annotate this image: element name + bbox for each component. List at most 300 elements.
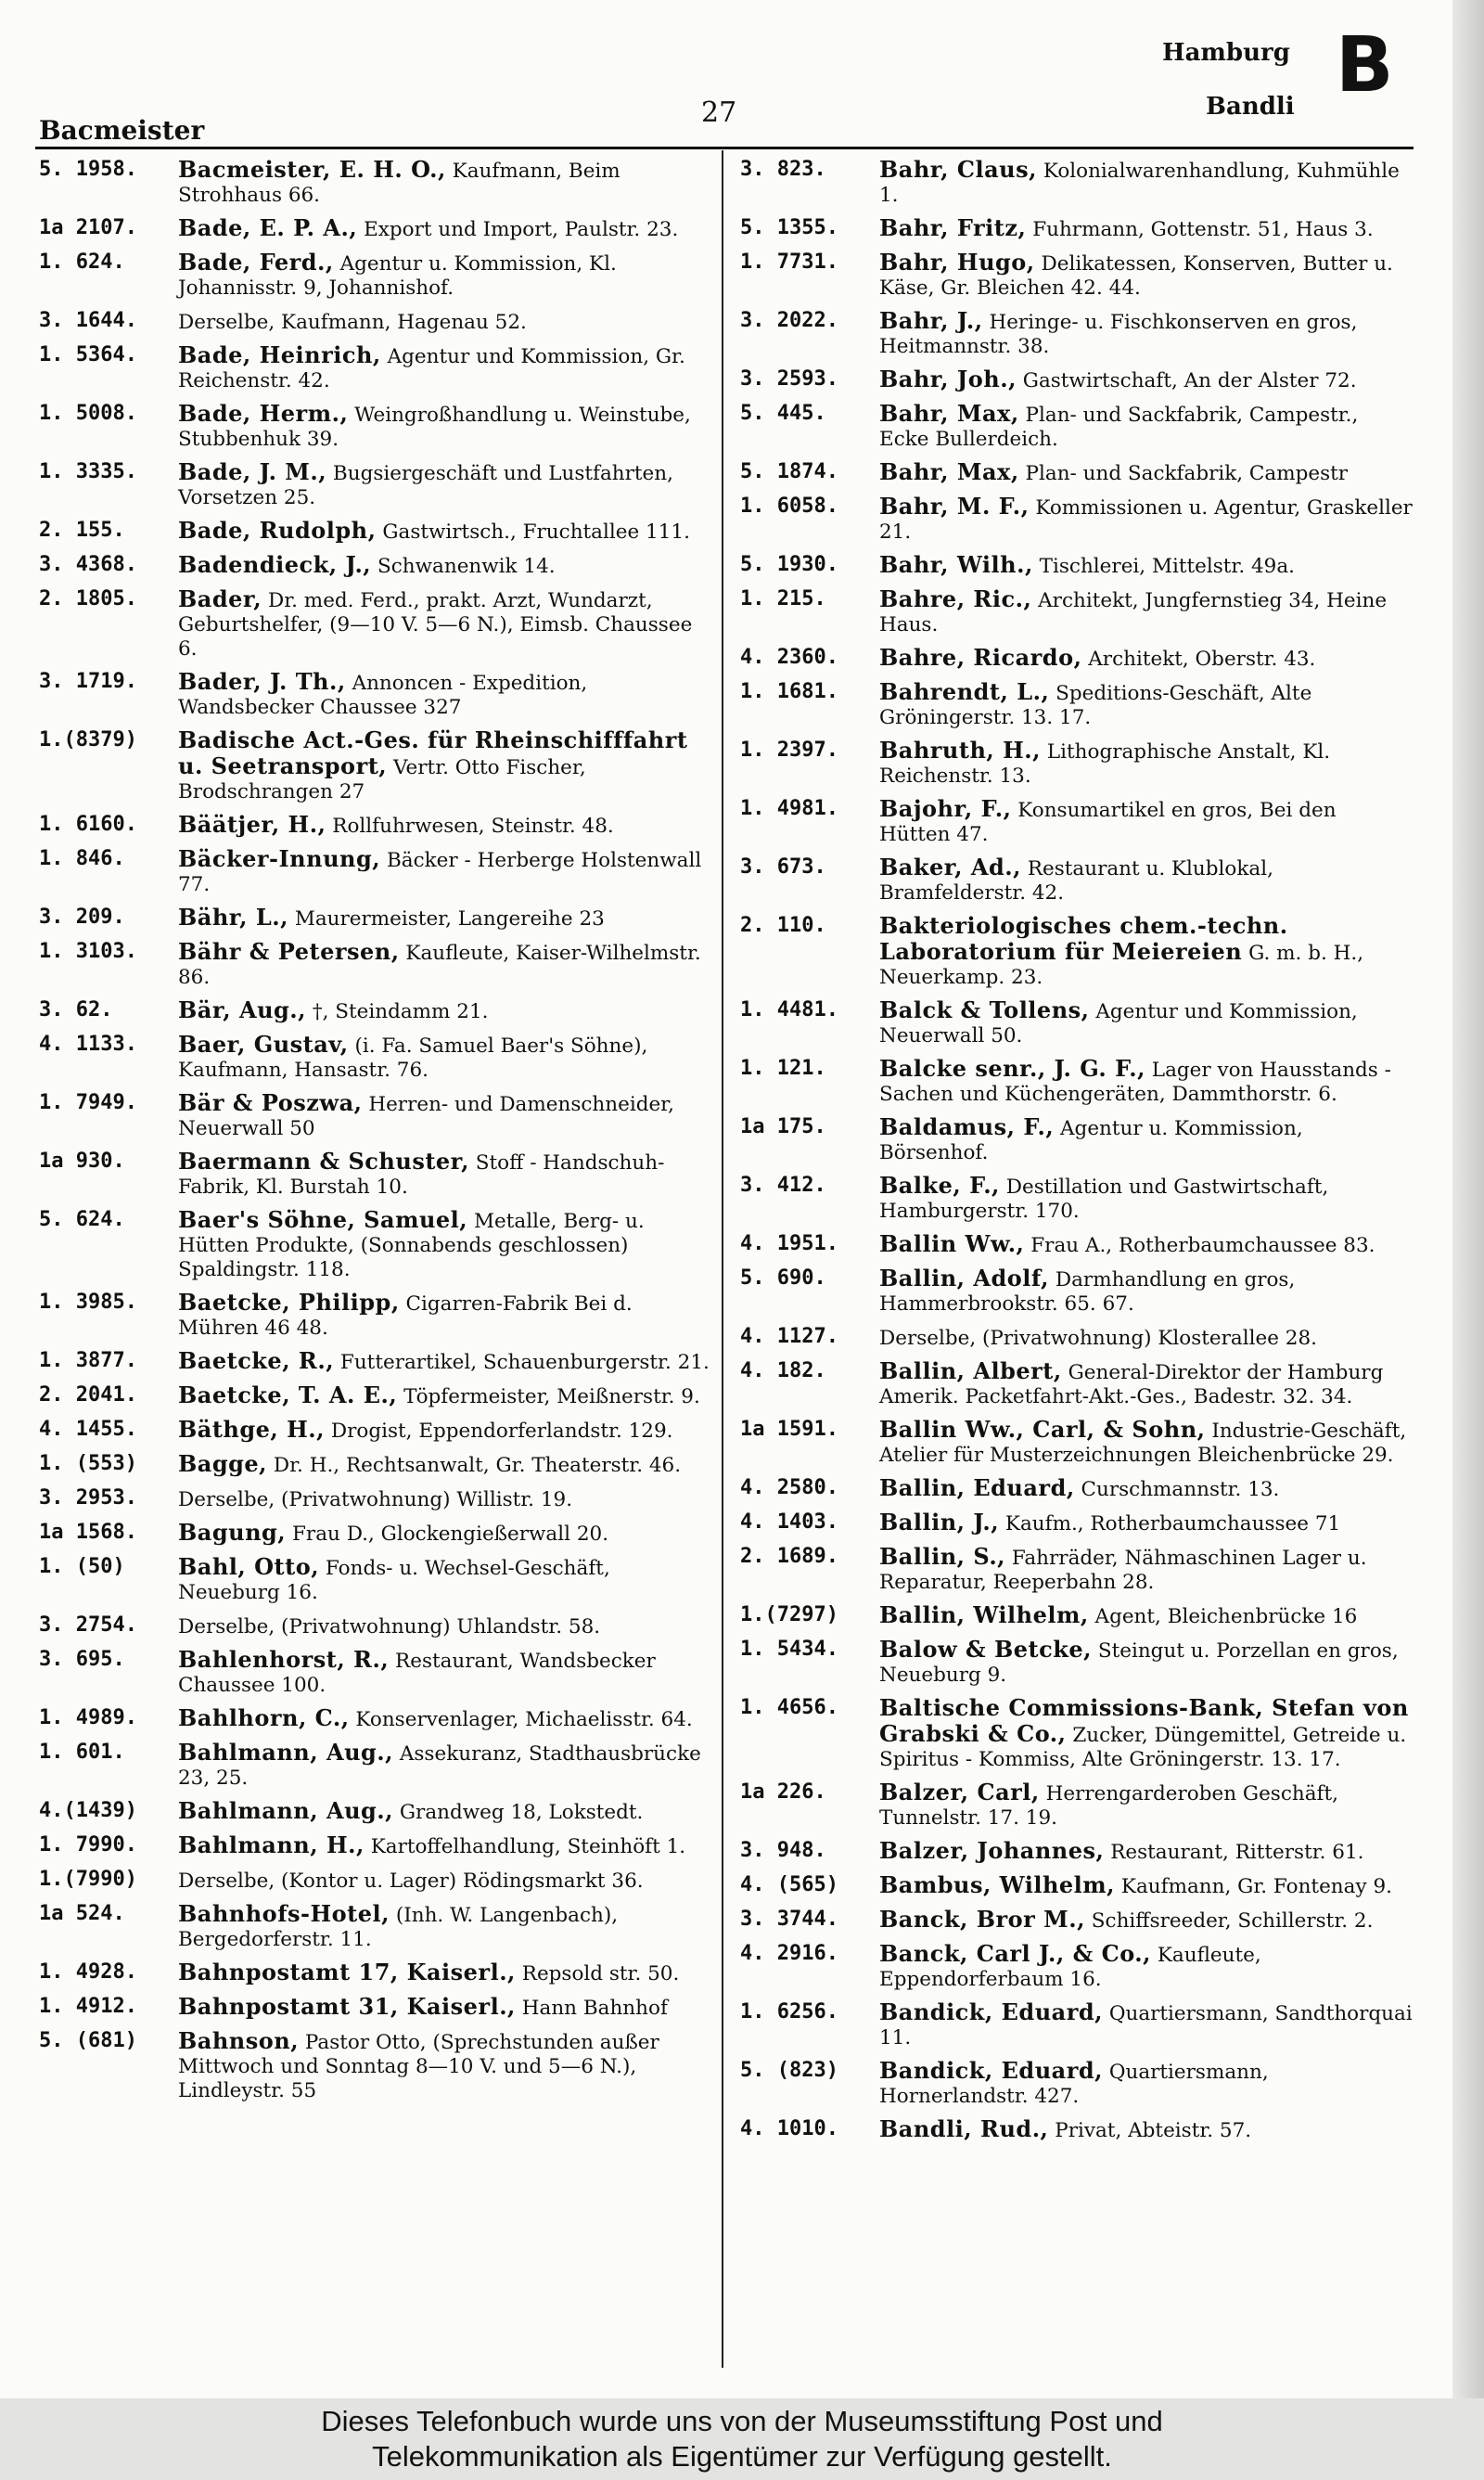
entry-phone-number: 1a 175. [740, 1115, 826, 1138]
entry-name: Bade, E. P. A., [178, 214, 358, 241]
entry-phone-number: 1. 215. [740, 587, 826, 610]
header-rule [35, 147, 1414, 149]
entry-name: Bacmeister, E. H. O., [178, 156, 446, 183]
entry-phone-number: 1. 3335. [39, 460, 137, 483]
footer-line-1: Dieses Telefonbuch wurde uns von der Museumsstiftung Post und [321, 2405, 1163, 2437]
entry-phone-number: 1.(8379) [39, 728, 137, 752]
directory-entry [39, 519, 711, 545]
entry-name: Bajohr, F., [879, 795, 1012, 822]
entry-phone-number: 1. 7731. [740, 251, 838, 274]
directory-entry [39, 553, 711, 579]
entry-phone-number: 4. 2360. [740, 646, 838, 669]
entry-phone-number: 4. 1127. [740, 1325, 838, 1348]
entry-name: Bakteriologisches chem.-techn. Laboratorium für Meiereien [879, 912, 1288, 965]
entry-phone-number: 1. 4656. [740, 1696, 838, 1719]
directory-entry [39, 343, 711, 393]
entry-details: Konservenlager, Michaelisstr. 64. [355, 1708, 693, 1731]
entry-phone-number: 5. (681) [39, 2029, 137, 2052]
entry-details: (Inh. W. Langenbach), Bergedorferstr. 11. [178, 1904, 619, 1951]
entry-phone-number: 1. 6160. [39, 813, 137, 836]
entry-details: Export und Import, Paulstr. 23. [364, 218, 679, 241]
entry-phone-number: 4. 1951. [740, 1232, 838, 1255]
entry-phone-number: 1. 5364. [39, 343, 137, 366]
directory-entry [39, 1613, 711, 1639]
entry-name: Bandli, Rud., [879, 2115, 1049, 2142]
entry-phone-number: 1. 4989. [39, 1706, 137, 1729]
entry-name: Bader, [178, 585, 262, 612]
entry-phone-number: 1. 624. [39, 251, 125, 274]
header-right-word: Bandli [1206, 93, 1295, 121]
entry-details: Heringe- u. Fischkonserven en gros, Heitmannstr. 38. [879, 311, 1358, 358]
entry-details: Repsold str. 50. [521, 1962, 680, 1985]
directory-entry [740, 998, 1413, 1048]
entry-name: Banck, Carl J., & Co., [879, 1940, 1151, 1967]
entry-details: Kartoffelhandlung, Steinhöft 1. [370, 1835, 686, 1858]
entry-name: Bahnpostamt 17, Kaiserl., [178, 1959, 516, 1985]
entry-phone-number: 1a 524. [39, 1902, 125, 1925]
entry-details: Bäcker - Herberge Holstenwall 77. [178, 849, 702, 896]
entry-phone-number: 1.(7990) [39, 1868, 137, 1891]
entry-phone-number: 3. 2953. [39, 1486, 137, 1510]
entry-name: Banck, Bror M., [879, 1906, 1085, 1933]
entry-phone-number: 1. 3877. [39, 1349, 137, 1372]
directory-entry [740, 1476, 1413, 1502]
entry-phone-number: 1. 846. [39, 847, 125, 870]
entry-name: Bahr, Max, [879, 458, 1019, 485]
directory-entry [740, 1359, 1413, 1409]
entry-details: Weingroßhandlung u. Weinstube, Stubbenhuk 39. [178, 404, 691, 451]
entry-phone-number: 1. 4912. [39, 1995, 137, 2018]
entry-name: Bagge, [178, 1450, 268, 1477]
entry-details: Kolonialwarenhandlung, Kuhmühle 1. [879, 160, 1400, 207]
entry-phone-number: 5. 1930. [740, 553, 838, 576]
entry-details: Restaurant u. Klublokal, Bramfelderstr. 42. [879, 857, 1273, 905]
entry-details: Stoff - Handschuh-Fabrik, Kl. Burstah 10. [178, 1151, 665, 1199]
entry-phone-number: 5. 624. [39, 1208, 125, 1231]
entry-phone-number: 5. 1958. [39, 158, 137, 181]
entry-phone-number: 2. 1689. [740, 1545, 838, 1568]
entry-phone-number: 3. 209. [39, 906, 125, 929]
section-letter: B [1336, 21, 1394, 109]
directory-entry [740, 739, 1413, 789]
entry-details: Darmhandlung en gros, Hammerbrookstr. 65. 67. [879, 1268, 1296, 1316]
entry-phone-number: 1a 1568. [39, 1521, 137, 1544]
entry-name: Bade, J. M., [178, 458, 327, 485]
entry-name: Bahlmann, Aug., [178, 1739, 394, 1766]
entry-phone-number: 1. 7990. [39, 1833, 137, 1857]
entry-name: Bader, J. Th., [178, 668, 346, 695]
entry-details: (i. Fa. Samuel Baer's Söhne), Kaufmann, Hansastr. 76. [178, 1034, 648, 1082]
entry-details: Plan- und Sackfabrik, Campestr., Ecke Bullerdeich. [879, 404, 1359, 451]
entry-phone-number: 3. 2593. [740, 367, 838, 391]
entry-phone-number: 3. 948. [740, 1839, 826, 1862]
directory-entry [39, 1521, 711, 1547]
entry-details: Restaurant, Ritterstr. 61. [1110, 1841, 1364, 1864]
entry-phone-number: 1. 3985. [39, 1291, 137, 1314]
entry-phone-number: 5. (823) [740, 2059, 838, 2082]
entry-name: Bahr, Max, [879, 400, 1019, 427]
entry-phone-number: 1a 930. [39, 1150, 125, 1173]
entry-phone-number: 4. 1010. [740, 2117, 838, 2140]
entry-details: Kaufmann, Beim Strohhaus 66. [178, 160, 620, 207]
entry-name: Ballin, S., [879, 1543, 1006, 1570]
entry-name: Bäätjer, H., [178, 811, 326, 838]
entry-phone-number: 5. 690. [740, 1266, 826, 1290]
column-divider [722, 150, 723, 2368]
entry-details: Destillation und Gastwirtschaft, Hamburgerstr. 170. [879, 1176, 1329, 1223]
entry-name: Bandick, Eduard, [879, 2057, 1103, 2084]
directory-entry [740, 2000, 1413, 2050]
directory-entry [740, 1942, 1413, 1992]
entry-name: Ballin, Eduard, [879, 1474, 1075, 1501]
entry-name: Bär & Poszwa, [178, 1089, 363, 1116]
directory-entry [740, 402, 1413, 452]
directory-entry [39, 1452, 711, 1478]
entry-name: Bahlmann, Aug., [178, 1797, 394, 1824]
entry-details: Privat, Abteistr. 57. [1055, 2119, 1252, 2142]
directory-entry [740, 646, 1413, 672]
entry-phone-number: 3. 4368. [39, 553, 137, 576]
entry-phone-number: 3. 1644. [39, 309, 137, 332]
directory-entry [39, 940, 711, 990]
directory-entry [39, 670, 711, 720]
entry-details: Lithographische Anstalt, Kl. Reichenstr. 13. [879, 740, 1331, 788]
entry-name: Balzer, Carl, [879, 1779, 1040, 1805]
directory-entry [740, 1545, 1413, 1595]
entry-details: Agentur u. Kommission, Börsenhof. [879, 1117, 1303, 1164]
entry-details: Plan- und Sackfabrik, Campestr [1025, 462, 1349, 485]
entry-details: Konsumartikel en gros, Bei den Hütten 47. [879, 799, 1337, 846]
entry-phone-number: 4. 2580. [740, 1476, 838, 1499]
directory-entry [39, 813, 711, 839]
entry-name: Bahr, Wilh., [879, 551, 1033, 578]
directory-entry [740, 1603, 1413, 1629]
directory-entry [740, 1839, 1413, 1865]
directory-entry [740, 1696, 1413, 1772]
directory-entry [740, 2059, 1413, 2109]
entry-phone-number: 1. 1681. [740, 680, 838, 703]
directory-entry [39, 1383, 711, 1409]
entry-details: Quartiersmann, Sandthorquai 11. [879, 2002, 1413, 2050]
entry-name: Bahlenhorst, R., [178, 1646, 390, 1673]
footer-notice [0, 2398, 1484, 2480]
entry-details: Bugsiergeschäft und Lustfahrten, Vorsetzen 25. [178, 462, 673, 509]
entry-phone-number: 1. 5434. [740, 1638, 838, 1661]
entry-name: Baltische Commissions-Bank, Stefan von Grabski & Co., [879, 1694, 1409, 1747]
directory-entry [740, 680, 1413, 730]
entry-name: Bähr & Petersen, [178, 938, 400, 965]
directory-entry [740, 1174, 1413, 1224]
right-column [740, 158, 1413, 2152]
entry-details: Gastwirtsch., Fruchtallee 111. [382, 520, 690, 544]
entry-phone-number: 1. (553) [39, 1452, 137, 1475]
entry-phone-number: 1a 1591. [740, 1418, 838, 1441]
entry-details: Derselbe, (Privatwohnung) Willistr. 19. [178, 1488, 573, 1511]
entry-name: Baer, Gustav, [178, 1031, 349, 1058]
directory-entry [39, 998, 711, 1024]
entry-name: Ballin, Wilhelm, [879, 1601, 1089, 1628]
entry-phone-number: 4. 2916. [740, 1942, 838, 1965]
entry-details: Restaurant, Wandsbecker Chaussee 100. [178, 1650, 656, 1697]
entry-phone-number: 4. 1455. [39, 1418, 137, 1441]
directory-entry [740, 1232, 1413, 1258]
entry-name: Bäcker-Innung, [178, 845, 381, 872]
entry-name: Bahlhorn, C., [178, 1704, 350, 1731]
entry-name: Bahr, Claus, [879, 156, 1037, 183]
entry-name: Baetcke, T. A. E., [178, 1381, 398, 1408]
directory-entry [740, 495, 1413, 545]
directory-entry [39, 847, 711, 897]
entry-details: Steingut u. Porzellan en gros, Neueburg 9. [879, 1639, 1399, 1687]
directory-entry [39, 1995, 711, 2021]
entry-phone-number: 3. 3744. [740, 1908, 838, 1931]
entry-phone-number: 1. (50) [39, 1555, 125, 1578]
entry-details: Hann Bahnhof [521, 1997, 668, 2020]
entry-details: Annoncen - Expedition, Wandsbecker Chaussee 327 [178, 672, 588, 719]
entry-details: Drogist, Eppendorferlandstr. 129. [330, 1420, 673, 1443]
entry-details: Derselbe, Kaufmann, Hagenau 52. [178, 311, 527, 334]
entry-phone-number: 1. 6256. [740, 2000, 838, 2024]
entry-name: Ballin Ww., Carl, & Sohn, [879, 1416, 1206, 1443]
directory-entry [740, 553, 1413, 579]
entry-phone-number: 3. 695. [39, 1648, 125, 1671]
entry-details: Maurermeister, Langereihe 23 [294, 907, 605, 931]
entry-phone-number: 3. 1719. [39, 670, 137, 693]
page-edge-shadow [1452, 0, 1484, 2398]
entry-phone-number: 1. 4928. [39, 1960, 137, 1984]
entry-phone-number: 1. 5008. [39, 402, 137, 425]
entry-phone-number: 3. 673. [740, 855, 826, 879]
entry-details: Cigarren-Fabrik Bei d. Mühren 46 48. [178, 1292, 633, 1340]
entry-name: Bäthge, H., [178, 1416, 326, 1443]
entry-details: Agentur u. Kommission, Kl. Johannisstr. 9, Johannishof. [178, 252, 617, 300]
directory-entry [740, 1510, 1413, 1536]
directory-entry [740, 1266, 1413, 1317]
entry-details: Kaufleute, Eppendorferbaum 16. [879, 1944, 1261, 1991]
entry-details: Fahrräder, Nähmaschinen Lager u. Reparatur, Reeperbahn 28. [879, 1547, 1367, 1594]
directory-entry [39, 1833, 711, 1859]
directory-entry [39, 2029, 711, 2103]
entry-details: Lager von Hausstands - Sachen und Küchengeräten, Dammthorstr. 6. [879, 1059, 1391, 1106]
entry-details: Quartiersmann, Hornerlandstr. 427. [879, 2061, 1269, 2108]
entry-details: Gastwirtschaft, An der Alster 72. [1022, 369, 1357, 392]
entry-details: G. m. b. H., Neuerkamp. 23. [879, 942, 1364, 989]
entry-phone-number: 2. 1805. [39, 587, 137, 610]
entry-phone-number: 1. 121. [740, 1057, 826, 1080]
entry-name: Ballin, Albert, [879, 1357, 1062, 1384]
entry-details: Delikatessen, Konserven, Butter u. Käse, Gr. Bleichen 42. 44. [879, 252, 1393, 300]
directory-entry [39, 216, 711, 242]
directory-entry [39, 1349, 711, 1375]
entry-details: Pastor Otto, (Sprechstunden außer Mittwoch und Sonntag 8—10 V. und 5—6 N.), Lindleystr. 55 [178, 2031, 659, 2102]
directory-entry [740, 216, 1413, 242]
directory-entry [39, 1868, 711, 1894]
directory-entry [740, 1115, 1413, 1165]
header-city: Hamburg [1162, 39, 1290, 67]
entry-details: Schwanenwik 14. [377, 555, 556, 578]
footer-line-2: Telekommunikation als Eigentümer zur Verfügung gestellt. [372, 2440, 1112, 2473]
entry-details: Frau D., Glockengießerwall 20. [292, 1523, 609, 1546]
entry-phone-number: 1. 4481. [740, 998, 838, 1022]
entry-details: Futterartikel, Schauenburgerstr. 21. [339, 1351, 710, 1374]
directory-entry [740, 1057, 1413, 1107]
directory-entry [39, 1291, 711, 1341]
entry-name: Balzer, Johannes, [879, 1837, 1105, 1864]
directory-entry [39, 1418, 711, 1444]
entry-details: Vertr. Otto Fischer, Brodschrangen 27 [178, 756, 586, 803]
entry-name: Baermann & Schuster, [178, 1148, 469, 1175]
entry-name: Bahr, M. F., [879, 493, 1030, 520]
entry-phone-number: 3. 412. [740, 1174, 826, 1197]
entry-phone-number: 3. 2754. [39, 1613, 137, 1637]
left-column [39, 158, 711, 2112]
entry-details: Agentur und Kommission, Neuerwall 50. [879, 1000, 1358, 1047]
entry-phone-number: 4.(1439) [39, 1799, 137, 1822]
directory-entry [39, 158, 711, 208]
entry-name: Bahre, Ric., [879, 585, 1032, 612]
entry-details: Derselbe, (Kontor u. Lager) Rödingsmarkt 36. [178, 1870, 644, 1893]
directory-entry [740, 1908, 1413, 1934]
entry-phone-number: 4. 182. [740, 1359, 826, 1382]
entry-name: Bahr, J., [879, 307, 983, 334]
entry-phone-number: 1. 6058. [740, 495, 838, 518]
entry-phone-number: 1. 7949. [39, 1091, 137, 1114]
entry-phone-number: 5. 1874. [740, 460, 838, 483]
entry-phone-number: 4. 1133. [39, 1033, 137, 1056]
directory-entry [740, 2117, 1413, 2143]
entry-details: Curschmannstr. 13. [1081, 1478, 1280, 1501]
entry-phone-number: 2. 110. [740, 914, 826, 937]
entry-name: Baetcke, Philipp, [178, 1289, 400, 1316]
entry-phone-number: 4. (565) [740, 1873, 838, 1896]
entry-name: Balow & Betcke, [879, 1636, 1093, 1663]
header-left-word: Bacmeister [39, 115, 205, 146]
entry-name: Balcke senr., J. G. F., [879, 1055, 1145, 1082]
entry-phone-number: 1. 2397. [740, 739, 838, 762]
directory-entry [740, 797, 1413, 847]
entry-details: †, Steindamm 21. [312, 1000, 489, 1023]
entry-name: Ballin Ww., [879, 1230, 1025, 1257]
entry-details: Kaufmann, Gr. Fontenay 9. [1120, 1875, 1392, 1898]
entry-details: Architekt, Oberstr. 43. [1088, 648, 1316, 671]
directory-entry [39, 906, 711, 932]
entry-details: Kaufleute, Kaiser-Wilhelmstr. 86. [178, 942, 701, 989]
directory-entry [39, 1741, 711, 1791]
entry-name: Badendieck, J., [178, 551, 372, 578]
directory-entry [39, 1902, 711, 1952]
directory-entry [740, 1325, 1413, 1351]
entry-details: Frau A., Rotherbaumchaussee 83. [1030, 1234, 1375, 1257]
entry-details: Speditions-Geschäft, Alte Gröningerstr. 13. 17. [879, 682, 1312, 729]
directory-entry [39, 1706, 711, 1732]
entry-details: Dr. H., Rechtsanwalt, Gr. Theaterstr. 46. [273, 1454, 682, 1477]
directory-entry [39, 728, 711, 804]
directory-entry [39, 1960, 711, 1986]
entry-name: Bade, Herm., [178, 400, 349, 427]
entry-details: Architekt, Jungfernstieg 34, Heine Haus. [879, 589, 1388, 636]
entry-details: Herren- und Damenschneider, Neuerwall 50 [178, 1093, 674, 1140]
entry-name: Baetcke, R., [178, 1347, 335, 1374]
entry-details: Derselbe, (Privatwohnung) Klosterallee 28. [879, 1327, 1317, 1350]
entry-phone-number: 1. 3103. [39, 940, 137, 963]
entry-details: Agentur und Kommission, Gr. Reichenstr. 42. [178, 345, 685, 392]
entry-name: Baldamus, F., [879, 1113, 1055, 1140]
directory-entry [740, 251, 1413, 301]
directory-entry [39, 1555, 711, 1605]
entry-name: Badische Act.-Ges. für Rheinschifffahrt u. Seetransport, [178, 726, 688, 779]
entry-details: Kommissionen u. Agentur, Graskeller 21. [879, 496, 1413, 544]
entry-name: Bahr, Joh., [879, 366, 1017, 392]
entry-name: Bahl, Otto, [178, 1553, 320, 1580]
directory-entry [740, 158, 1413, 208]
entry-details: General-Direktor der Hamburg Amerik. Packetfahrt-Akt.-Ges., Badestr. 32. 34. [879, 1361, 1384, 1408]
entry-details: Fuhrmann, Gottenstr. 51, Haus 3. [1032, 218, 1374, 241]
entry-name: Ballin, J., [879, 1509, 1000, 1536]
directory-entry [740, 855, 1413, 906]
entry-details: Schiffsreeder, Schillerstr. 2. [1091, 1909, 1374, 1933]
entry-name: Bär, Aug., [178, 996, 307, 1023]
entry-phone-number: 1a 2107. [39, 216, 137, 239]
entry-name: Bahr, Fritz, [879, 214, 1027, 241]
entry-name: Bahnpostamt 31, Kaiserl., [178, 1993, 516, 2020]
entry-details: Kaufm., Rotherbaumchaussee 71 [1004, 1512, 1341, 1536]
directory-entry [740, 587, 1413, 637]
entry-phone-number: 2. 155. [39, 519, 125, 542]
directory-entry [39, 1091, 711, 1141]
entry-name: Bahlmann, H., [178, 1831, 365, 1858]
entry-phone-number: 3. 2022. [740, 309, 838, 332]
directory-entry [39, 460, 711, 510]
directory-entry [39, 1648, 711, 1698]
entry-name: Bähr, L., [178, 904, 288, 931]
directory-entry [39, 1033, 711, 1083]
entry-name: Bade, Ferd., [178, 249, 334, 276]
entry-details: Assekuranz, Stadthausbrücke 23, 25. [178, 1742, 701, 1790]
entry-details: Grandweg 18, Lokstedt. [399, 1801, 644, 1824]
entry-phone-number: 1. 601. [39, 1741, 125, 1764]
entry-details: Fonds- u. Wechsel-Geschäft, Neueburg 16. [178, 1557, 610, 1604]
entry-name: Bahnhofs-Hotel, [178, 1900, 390, 1927]
directory-entry [39, 1208, 711, 1282]
directory-entry [740, 1418, 1413, 1468]
entry-details: Agent, Bleichenbrücke 16 [1094, 1605, 1358, 1628]
entry-details: Tischlerei, Mittelstr. 49a. [1039, 555, 1295, 578]
entry-name: Bahnson, [178, 2027, 300, 2054]
entry-phone-number: 3. 62. [39, 998, 113, 1022]
entry-phone-number: 5. 445. [740, 402, 826, 425]
entry-phone-number: 5. 1355. [740, 216, 838, 239]
entry-phone-number: 3. 823. [740, 158, 826, 181]
entry-phone-number: 2. 2041. [39, 1383, 137, 1407]
directory-entry [39, 587, 711, 662]
directory-entry [39, 1799, 711, 1825]
directory-entry [39, 402, 711, 452]
entry-name: Bahruth, H., [879, 737, 1042, 764]
page-number: 27 [701, 96, 737, 129]
directory-entry [740, 367, 1413, 393]
directory-entry [740, 1873, 1413, 1899]
entry-phone-number: 1. 4981. [740, 797, 838, 820]
entry-details: Rollfuhrwesen, Steinstr. 48. [332, 815, 614, 838]
entry-details: Derselbe, (Privatwohnung) Uhlandstr. 58. [178, 1615, 601, 1638]
entry-phone-number: 4. 1403. [740, 1510, 838, 1534]
entry-name: Bahrendt, L., [879, 678, 1050, 705]
directory-entry [740, 914, 1413, 990]
entry-details: Industrie-Geschäft, Atelier für Musterzeichnungen Bleichenbrücke 29. [879, 1420, 1407, 1467]
directory-entry [39, 309, 711, 335]
entry-details: Dr. med. Ferd., prakt. Arzt, Wundarzt, Geburtshelfer, (9—10 V. 5—6 N.), Eimsb. Chaussee 6. [178, 589, 693, 661]
entry-name: Bade, Heinrich, [178, 341, 381, 368]
